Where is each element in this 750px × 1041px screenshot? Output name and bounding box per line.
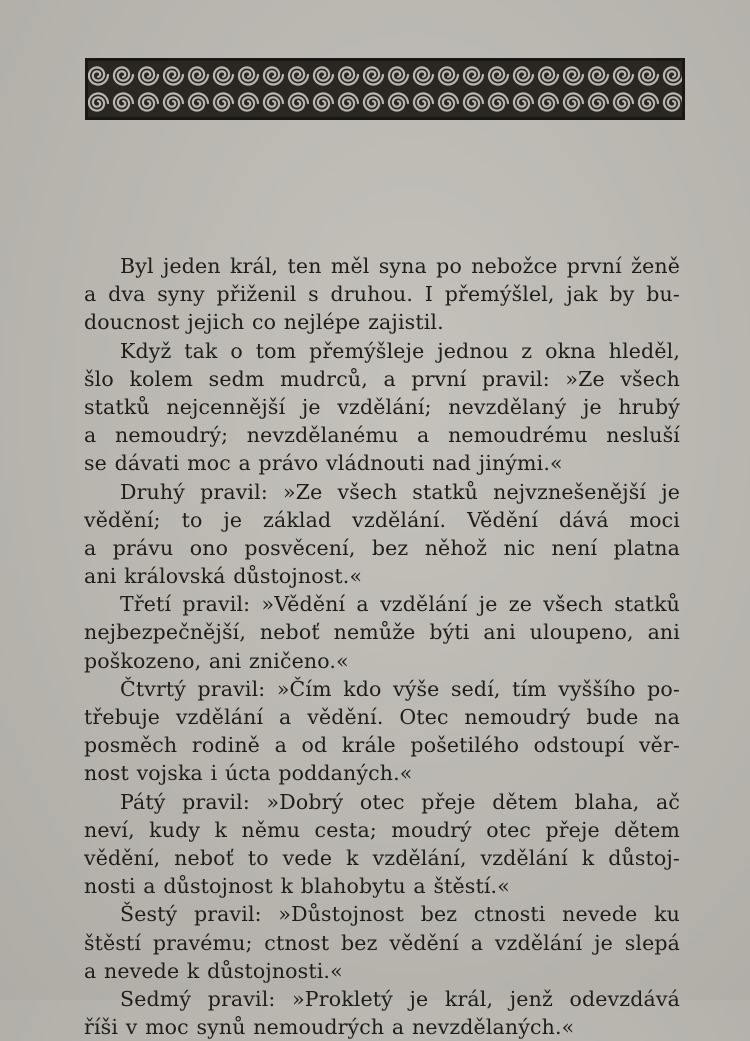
decorative-header-border [85,58,685,120]
text-line: Sedmý pravil: »Prokletý je král, jenž odevzdává [120,986,680,1011]
text-line: Šestý pravil: »Důstojnost bez ctnosti nevede ku [120,902,680,927]
text-line: vědění, neboť to vede k vzdělání, vzdělání k důstoj- [84,845,680,870]
paragraph [84,675,680,788]
paragraph [84,788,680,901]
text-line: vědění; to je základ vzdělání. Vědění dává moci [84,507,680,532]
text-line: říši v moc synů nemoudrých a nevzdělaných.« [84,1015,575,1040]
paragraph [84,337,680,478]
text-line: a nemoudrý; nevzdělanému a nemoudrému nesluší [84,423,680,448]
text-line: poškozeno, ani zničeno.« [84,648,349,673]
paragraph [84,590,680,675]
text-line: nejbezpečnější, neboť nemůže býti ani uloupeno, ani [84,620,680,645]
text-line: doucnost jejich co nejlépe zajistil. [84,310,444,335]
text-line: třebuje vzdělání a vědění. Otec nemoudrý bude na [84,705,680,729]
text-line: a právu ono posvěcení, bez něhož nic není platna [84,535,680,560]
text-line: Druhý pravil: »Ze všech statků nejvznešenější je [120,479,680,504]
text-line: Když tak o tom přemýšleje jednou z okna hleděl, [120,338,680,363]
paragraph [84,252,680,337]
paragraph [84,478,680,591]
text-line: Třetí pravil: »Vědění a vzdělání je ze všech statků [120,592,680,617]
text-line: posměch rodině a od krále pošetilého odstoupí věr- [84,733,680,758]
text-line: Byl jeden král, ten měl syna po nebožce první ženě [120,254,680,278]
text-line: nost vojska i úcta poddaných.« [84,761,413,786]
text-line: statků nejcennější je vzdělání; nevzdělaný je hrubý [84,394,680,419]
story-text [84,252,680,1041]
text-line: a nevede k důstojnosti.« [84,958,343,983]
spiral-border-icon [85,58,685,120]
paragraph [84,985,680,1041]
text-line: šlo kolem sedm mudrců, a první pravil: »Ze všech [84,366,680,391]
text-line: štěstí pravému; ctnost bez vědění a vzdělání je slepá [84,930,680,955]
text-line: se dávati moc a právo vládnouti nad jinými.« [84,451,563,476]
text-line: ani královská důstojnost.« [84,564,363,589]
text-line: a dva syny přiženil s druhou. I přemýšlel, jak by bu- [84,282,680,307]
text-line: Pátý pravil: »Dobrý otec přeje dětem blaha, ač [120,789,680,814]
text-line: neví, kudy k němu cesta; moudrý otec přeje dětem [84,817,680,842]
text-line: Čtvrtý pravil: »Čím kdo výše sedí, tím vyššího po- [120,676,680,701]
paragraph [84,900,680,985]
text-line: nosti a důstojnost k blahobytu a štěstí.« [84,874,510,899]
